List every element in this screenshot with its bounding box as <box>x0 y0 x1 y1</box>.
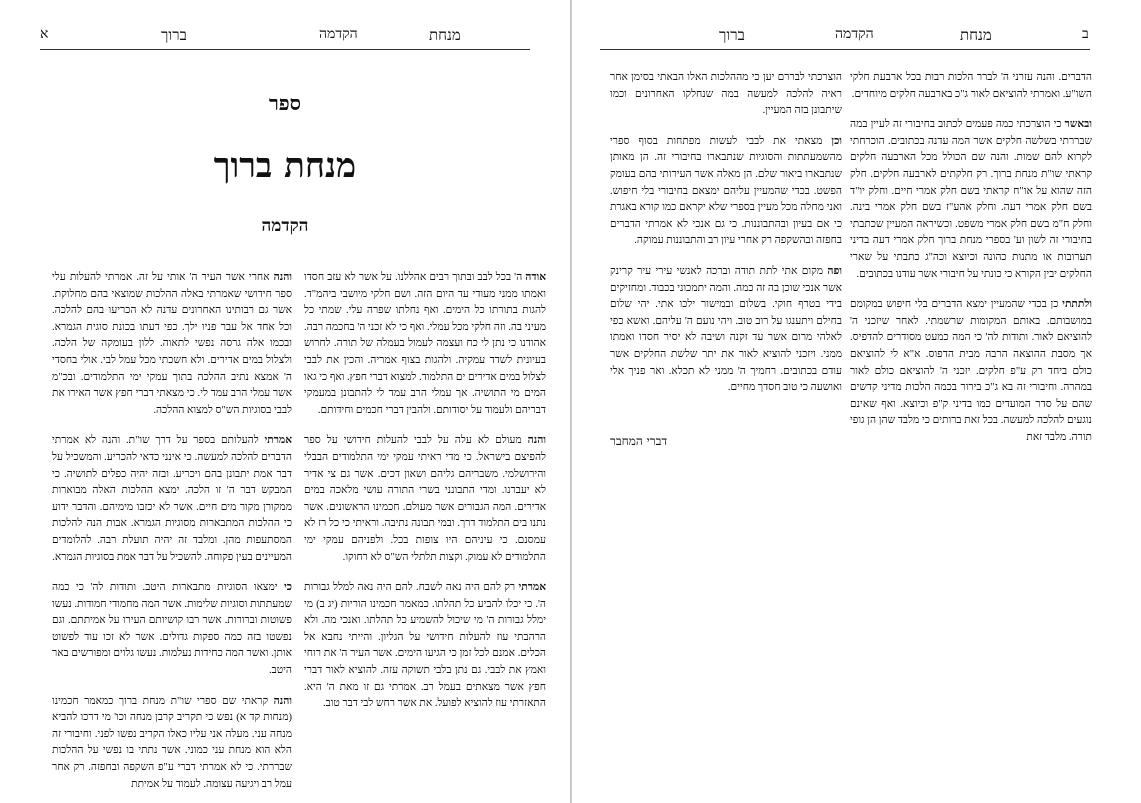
paragraph-lead-word: ובאשר <box>1064 119 1092 131</box>
paragraph-lead-word: והנה <box>273 272 292 283</box>
paragraph <box>610 134 842 250</box>
paragraph-text: קראתי שם ספרי שו"ת מנחת ברוך כמאמר חכמינו (מנחות קד א) נפש כי תקריב קרבן מנחה וכו' מי דרכו להביא מנחה עני. מעלה אני עליו כאלו הקריב נפשו לפני. וחיבורי זה הלא הוא מנחת עני כמוני. אשר נתתי בו נפשי על ההלכות שבררתי. כי לא אמרתי דברי ע"פ השקפה ובחפזה. רק אחר עמל רב ויגיעה עצומה. לעמוד על אמיתת <box>52 695 292 790</box>
paragraph-lead-word: כי <box>284 582 292 594</box>
right-page-number: ב <box>1082 26 1089 42</box>
left-header-section: הקדמה <box>319 26 358 42</box>
book-title-label: ספר <box>268 91 302 115</box>
paragraph-text: אחרי אשר העיר ה' אותי על זה. אמרתי להעלות עלי ספר חידושי שאמרתי באלה ההלכות שמוצאי בהם מחלוקת. אשר גם רבותינו האחרונים עדנה לא הכריעו בהם להלכה. וכל אחד אל עבר פניו ילך. כפי דעתו בכונת סוגית הגמרא. ובכמו אלה גרסה נפשי לתאוה. ללון בעומקה של הלכה. ולצלול במים אדירים. ולא חשכתי מכל עמל לבי. אולי בחסדי ה' אמצא נתיב ההלכה בתוך עמקי ימי התלמודים. ובכ"מ אשר עמלי הרב עמד לי. כי מצאתי דברי חפץ אשר האירו את לבבי בסוגיות הש"ס למצוא ההלכה. <box>52 272 292 416</box>
paragraph <box>850 117 1092 283</box>
paragraph <box>304 580 546 713</box>
paragraph <box>304 270 546 419</box>
paragraph-lead-word: והנה <box>527 435 546 447</box>
left-page <box>0 0 570 803</box>
left-header-book-name: ברוך <box>161 26 187 44</box>
left-page-number: א <box>40 26 49 42</box>
left-page-column-left <box>52 270 292 790</box>
paragraph <box>52 580 292 680</box>
right-header-rule <box>600 49 1090 50</box>
paragraph <box>850 70 1092 103</box>
paragraph-text: כי הוצרכתי כמה פעמים לכתוב בחיבורי זה לעיין במה שבררתי בשלשה חלקים אשר המה עדנה בכתובים. הוכרחתי לקרוא להם שמות. והנה שם הכולל מכל הארבעה חלקים קראתי שו"ת מנחת ברוך. רק חלקתים לארבעה חלקים. חלק הזה שהוא על או"ח קראתי בשם חלק אמרי חיים. וחלק יו"ד בשם חלק אמרי דעה. וחלק אהע"ז בשם חלק אמרי בינה. וחלק ח"מ בשם חלק אמרי משפט. וכשיראה המעיין שכתבתי בחיבורי זה לשון וע' בספרי מנחת ברוך חלק אמרי דעה בדיני תערובות או מתנות כהונה וכיוצא וכה"ג כתבתי על שארי החלקים יבין הקורא כי כונתי על חיבורי אשר עודנו בכתובים. <box>850 119 1092 280</box>
paragraph <box>610 70 842 120</box>
paragraph-lead-word: ופה <box>827 265 842 277</box>
author-signature: דברי המחבר <box>610 434 668 448</box>
left-running-header <box>40 24 530 48</box>
paragraph-text: מצאתי את לבבי לעשות מפתחות בסוף ספרי מהשמעתתות והסוגיות שנתבארו בחיבורי זה. הן מאותן שנתבארו ביאור שלם. הן מאלה אשר העירותי בהם בעומק הפשט. בכדי שהמעיין עליהם ימצאם בחיבורי בלי חיפוש. ואני מחלה מכל מעיין בספרי שלא יקראם כמו קורא באגרת כי אם בעיון ובהתבוננות. כי גם אנכי לא אמרתי הדברים בחפזה ובהשקפה רק אחרי עיון רב והתבוננות עמוקה. <box>610 135 842 247</box>
paragraph-text: מעולם לא עלה על לבבי להעלות חידושי על ספר להפיצם בישראל. כי מדי ראיתי עמקי ימי התלמודים הבבלי והירושלמי. משבריהם גליהם ושאון דכים. אשר גם צי אדיר לא יעברנו. ומדי התבונני בשרי התורה עושי מלאכה במים אדירים. המה הגבורים אשר מעולם. חכמינו הראשונים. אשר נתנו בים התלמוד דרך. ובמי תבונה נתיבה. וראיתי כי כל רז לא עמסנם. כי עיניהם היו צופות בכל. ולפניהם עמקי ימי התלמודים לא עמוק. וקצות תלתלי הש"ס לא רחוקו. <box>304 435 546 563</box>
paragraph-text: הדברים. והנה עזרני ה' לברר הלכות רבות בכל ארבעת חלקי השו"ע. ואמרתי להוציאם לאור ג"כ בארבעה חלקים מיוחדים. <box>850 72 1092 100</box>
paragraph-text: כן בכדי שהמעיין ימצא הדברים בלי חיפוש במקומם במושבותם. באותם המקומות שרשמתי. לאחר שיזכני ה' להוציאם לאור. ותודות לה' כי המה כמעט מסודרים להדפיס. אך מסבת ההוצאה הרבה מבית הדפוס. א"א לי להוציאם כולם ביחד רק ע"פ חלקים. יזכני ה' להוציאם כולם לאור במהרה. וחיבורי זה בא ג"כ בירור בכמה הלכות מדיני קדשים שהם על סדר המועדים כמו בדיני ק"פ וכיוצא. ואף שאינם נוגעים להלכה למעשה. בכל זאת ברותים כי מלבד שהן הן גופי תורה. מלבד זאת <box>850 299 1092 443</box>
paragraph <box>52 694 292 794</box>
paragraph-text: מקום אתי לתת תודה וברכה לאנשי עירי עיר קרינק אשר אנכי שוכן בה זה כמה. והמה יתמכוני בכבוד. ומחזיקים בידי בטרף חוקי. בשלום ובמישור ילכו אתי. יהי שלום בחילם ויתענגו על רוב טוב. ויהי נועם ה' עליהם. ואשא כפי לאלהי מרום אשר עד זקנה ושיבה לא יסיר חסדו ואמתו ממני. ויזכני להוציא לאור את יתר שלשת החלקים אשר עודם בכתובים. רחמיך ה' ממני לא תכלא. ואר פניך אלי ואושעה כי טוב חסדך מחיים. <box>610 265 842 394</box>
paragraph <box>52 433 292 566</box>
paragraph-lead-word: אמרתי <box>264 435 292 447</box>
paragraph <box>304 433 546 566</box>
left-header-rule <box>40 49 530 50</box>
right-running-header <box>600 24 1090 48</box>
right-page-column-right <box>850 70 1092 470</box>
right-header-book-name: ברוך <box>719 26 745 44</box>
paragraph-text: הוצרכתי לבררם יען כי מההלכות האלו הבאתי בסימן אחר ראיה להלכה למעשה במה שנחלקו האחרונים וכמו שיתבונן בזה המעיין. <box>610 72 842 117</box>
right-page-column-left <box>610 70 842 410</box>
paragraph-text: להעלותם בספר על דרך שו"ת. והנה לא אמרתי הדברים להלכה למעשה. כי אינני כדאי להכריע. והמשכיל על דבר אמת יתבונן בהם ויכריע. ובזה יהיה כפלים לתושיה. כי המבקש דבר ה' זו הלכה. ימצא ההלכות האלה מבוארות ממקורן מקור מים חיים. אשר לא יכזבו מימיהם. והדבר ידוע כי ההלכות המתבארות מסוגיות הגמרא. אבות הנה להלכות המסתעפות מהן. ומלבד זה יהיה תועלת רבה. להלומדים המעיינים בעין פקוחה. להשכיל על דבר אמת בסוגיות הגמרא. <box>52 435 292 563</box>
left-page-column-right <box>304 270 546 766</box>
paragraph-lead-word: וכן <box>831 135 842 147</box>
paragraph-text: רק להם היה נאה לשבח. להם היה נאה למלל גבורות ה'. כי יכלו להביע כל תהלתו. כמאמר חכמינו הוריות (יג ב) מי ימלל גבורות ה' מי שיכול להשמיע כל תהלתו. ואנכי מה. ולא הרהבתי עוז להעלות חידושי על הגליון. והייתי נחבא אל הכלים. אמנם לכל זמן כי הגיעו הימים. אשר העיר ה' את רוחי ואמץ את לבבי. גם נתן בלבי תשוקה עזה. להוציא לאור דברי חפץ אשר מצאתים בעמל רב. אמרתי גם זו מאת ה' היא. התאזרתי עוז להוציא לפועל. את אשר רחש לבי דבר טוב. <box>304 582 546 710</box>
paragraph-text: ה' בכל לבב ובתוך רבים אהללנו. על אשר לא עזב חסדו ואמתו ממני מעודי עד היום הזה. ושם חלקי מיושבי ביהמ"ד. להגות בתורתו כל הימים. ואף נחלתו שפרה עלי. שמתי כל מעיני בה. וזה חלקי מכל עמלי. ואף כי לא זכני ה' בחכמה רבה. אהודנו כי נתן לי כח ועצמה לעמול בעמלה של תורה. לחרוש בעיונית לשדד עמקיה. ולהגות בצוף אמריה. והכין את לבבי לצלול במים אדירים ים התלמוד. למצוא דברי חפץ. ואף כי גאו המים מי התושיה. אך עמלי הרב עמד לי להתבונן במעמקי דבריהם ולעמוד על יסודותם. ולהבין דברי חכמים וחידותם. <box>304 272 546 416</box>
book-title: מנחת ברוך <box>213 146 357 186</box>
right-header-section: הקדמה <box>835 26 874 42</box>
paragraph-lead-word: והנה <box>273 695 292 707</box>
right-header-book-title: מנחת <box>960 26 992 44</box>
left-header-book-title: מנחת <box>429 26 461 44</box>
paragraph <box>610 264 842 397</box>
right-page <box>572 0 1141 803</box>
paragraph-lead-word: אודה <box>525 272 546 283</box>
paragraph <box>52 270 292 419</box>
paragraph <box>850 297 1092 446</box>
paragraph-lead-word: אמרתי <box>518 582 546 594</box>
paragraph-text: ימצאו הסוגיות מתבארות היטב. ותודות לה' כי כמה שמעתתות וסוגיות שלימות. אשר המה מחמודי חמודות. נעשו פשוטות וברורות. אשר רבו קושיותם העירו על אמיתתם. וגם נפשטו בזה כמה ספקות גדולים. אשר לא זכו עוד לפשוט אותן. ואשר המה כחידות נעלמות. נעשו גלוים ומפורשים באר היטב. <box>52 582 292 677</box>
paragraph-lead-word: ולתתתי <box>1062 299 1092 311</box>
section-title: הקדמה <box>261 216 309 236</box>
